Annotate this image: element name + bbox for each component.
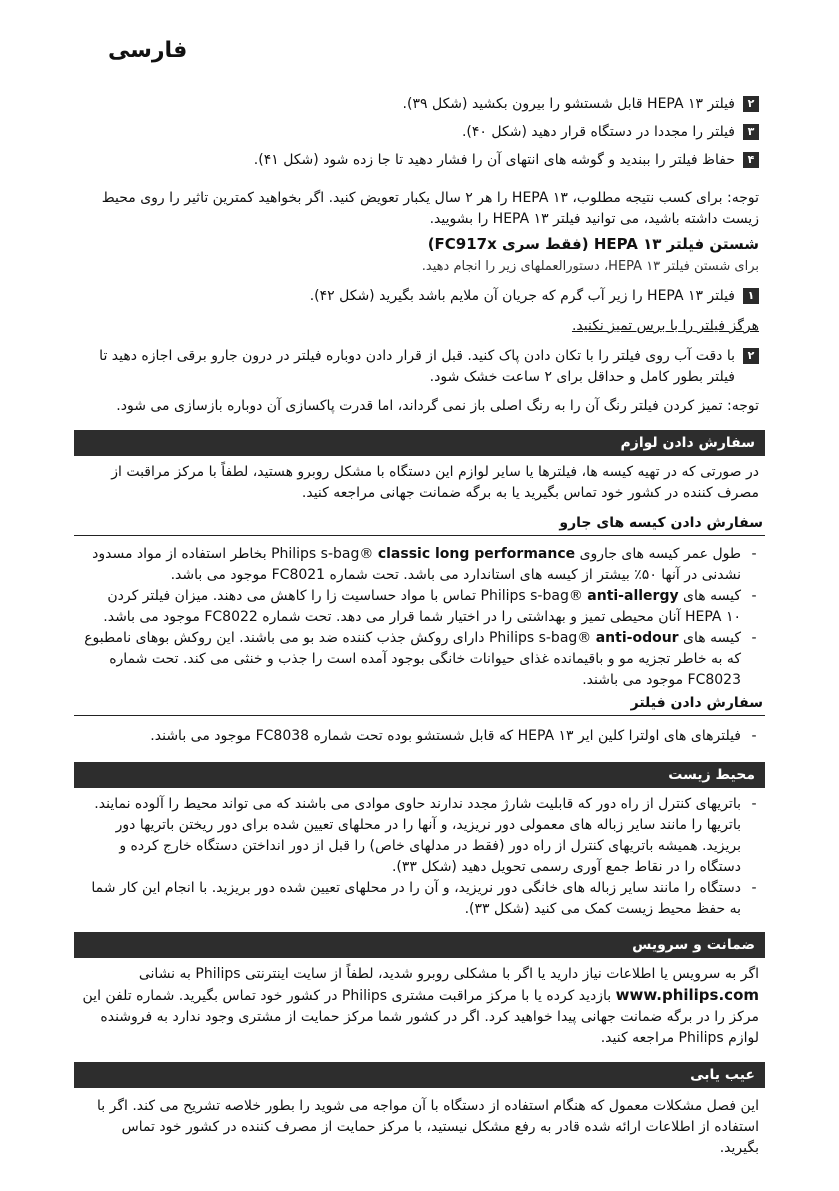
environment-list [80, 794, 759, 920]
filters-list [80, 726, 759, 747]
step-text: فیلتر HEPA ۱۳ قابل شستشو را بیرون بکشید (شکل ۳۹). [402, 96, 735, 112]
guarantee-text-pre: اگر به سرویس یا اطلاعات نیاز دارید یا اگر با مشکلی روبرو شدید، لطفاً از سایت اینترنتی Philips به نشانی [138, 966, 759, 982]
step-number: ۲ [743, 348, 759, 364]
subhead-filters: سفارش دادن فیلتر [74, 692, 765, 716]
list-item [80, 628, 759, 691]
bullet-dash: - [751, 630, 757, 646]
item-text: دستگاه را مانند سایر زباله های خانگی دور نریزید، و آن را در محلهای تعیین شده دور بریزید. با انجام این کار شما به حفظ محیط زیست کمک می کنید (شکل ۳۳). [91, 880, 741, 917]
note-cleaning-color: توجه: تمیز کردن فیلتر رنگ آن را به رنگ اصلی باز نمی گرداند، اما قدرت پاکسازی آن دوباره بازسازی می شود. [116, 398, 759, 414]
list-item [80, 726, 759, 747]
steps-a [80, 94, 759, 171]
guarantee-body [80, 964, 759, 1049]
item-text-post: بخاطر استفاده از مواد مسدود نشدنی در آنها ۵۰٪ بیشتر از کیسه های استاندارد می باشد. تحت شماره FC8021 موجود می باشد. [92, 546, 741, 583]
step-number: ۳ [743, 124, 759, 140]
note-replace-hepa: توجه: برای کسب نتیجه مطلوب، HEPA ۱۳ را هر ۲ سال یکبار تعویض کنید. اگر بخواهید کمترین تاثیر را روی محیط زیست داشته باشید، می توانید فیلتر HEPA ۱۳ را بشویید. [101, 190, 759, 227]
bullet-dash: - [751, 546, 757, 562]
step-3 [80, 122, 759, 143]
step-4 [80, 150, 759, 171]
step-number: ۴ [743, 152, 759, 168]
item-text-pre: کیسه های Philips s-bag® [480, 588, 741, 604]
item-text-pre: کیسه های Philips s-bag® [488, 630, 741, 646]
section-bar-troubleshooting: عیب یابی [74, 1062, 765, 1088]
product-name: classic long performance [377, 546, 576, 562]
item-text-pre: طول عمر کیسه های جاروی Philips s-bag® [271, 546, 741, 562]
wash-heading: شستن فیلتر HEPA ۱۳ (فقط سری FC917x) [427, 235, 759, 253]
product-name: anti-odour [595, 630, 679, 646]
list-item [80, 878, 759, 920]
list-item [80, 586, 759, 628]
bags-list [80, 544, 759, 691]
step-b2 [80, 346, 759, 388]
step-number: ۲ [743, 96, 759, 112]
step-text: فیلتر را مجددا در دستگاه قرار دهید (شکل ۴۰). [461, 124, 735, 140]
item-text-post: تماس با مواد حساسیت زا را کاهش می دهند. میزان فیلتر کردن HEPA ۱۰ آنان محیطی تمیز و بهداشتی را در اختیار شما قرار می دهد. تحت شماره FC8022 موجود می باشد. [103, 588, 741, 625]
step-text: حفاظ فیلتر را ببندید و گوشه های انتهای آن را فشار دهید تا جا زده شود (شکل ۴۱). [253, 152, 735, 168]
item-text-post: دارای روکش جذب کننده ضد بو می باشند. این روکش بوهای نامطبوع که به خاطر تجزیه مو و باقیمانده غذای حیوانات خانگی بوجود آمده است را جذب و خنثی می کند. تحت شماره FC8023 موجود می باشند. [84, 630, 741, 688]
subhead-bags: سفارش دادن کیسه های جارو [74, 512, 765, 536]
item-text: فیلترهای های اولترا کلین ایر HEPA ۱۳ که قابل شستشو بوده تحت شماره FC8038 موجود می باشند. [150, 728, 741, 744]
language-title: فارسی [108, 38, 188, 63]
philips-url: www.philips.com [615, 986, 759, 1004]
step-text: با دقت آب روی فیلتر را با تکان دادن پاک کنید. قبل از قرار دادن دوباره فیلتر در درون جارو برقی اجازه دهید تا فیلتر بطور کامل و حداقل برای ۲ ساعت خشک شود. [99, 348, 735, 385]
step-text: فیلتر HEPA ۱۳ را زیر آب گرم که جریان آن ملایم باشد بگیرید (شکل ۴۲). [309, 288, 735, 304]
section-bar-environment: محیط زیست [74, 762, 765, 788]
bullet-dash: - [751, 728, 757, 744]
section-bar-accessories: سفارش دادن لوازم [74, 430, 765, 456]
step-b2-block [80, 346, 759, 388]
step-b1 [80, 286, 759, 307]
step-number: ۱ [743, 288, 759, 304]
bullet-dash: - [751, 796, 757, 812]
step-b1-block [80, 286, 759, 307]
guarantee-text-post: بازدید کرده یا با مرکز مراقبت مشتری Philips در کشور خود تماس بگیرید. شماره تلفن این مرکز را در برگه ضمانت جهانی پیدا خواهید کرد. اگر در کشور شما مرکز حمایت از مشتری وجود ندارد به فروشنده لوازم Philips مراجعه کنید. [82, 988, 759, 1046]
bullet-dash: - [751, 880, 757, 896]
list-item [80, 794, 759, 878]
troubleshooting-body: این فصل مشکلات معمول که هنگام استفاده از دستگاه با آن مواجه می شوید را بطور خلاصه تشریح می کند. اگر با استفاده از اطلاعات ارائه شده قادر به رفع مشکل نیستید، با مرکز حمایت از مصرف کننده در کشور خود تماس بگیرید. [97, 1098, 759, 1156]
wash-subtitle: برای شستن فیلتر HEPA ۱۳، دستورالعملهای زیر را انجام دهید. [421, 259, 759, 274]
accessories-body: در صورتی که در تهیه کیسه ها، فیلترها یا سایر لوازم این دستگاه با مشکل روبرو هستید، لطفاً با مرکز مراقبت از مصرف کننده در کشور خود تماس بگیرید یا به برگه ضمانت جهانی مراجعه کنید. [111, 464, 759, 501]
step-2 [80, 94, 759, 115]
item-text: باتریهای کنترل از راه دور که قابلیت شارژ مجدد ندارند حاوی موادی می باشند که می تواند محیط را آلوده نمایند. باتریها را مانند سایر زباله های معمولی دور نریزید، و آنها را در محلهای تعیین شده برای دور ریختن باتریها دور بریزید. همیشه باتریهای کنترل از راه دور (فقط در مدلهای خاص) را قبل از دور انداختن دستگاه خارج کرده و دستگاه را در نقاط جمع آوری رسمی تحویل دهید (شکل ۳۳). [94, 796, 741, 875]
warning-no-brush: هرگز فیلتر را با برس تمیز نکنید. [571, 318, 759, 334]
section-bar-guarantee: ضمانت و سرویس [74, 932, 765, 958]
bullet-dash: - [751, 588, 757, 604]
product-name: anti-allergy [587, 588, 679, 604]
list-item [80, 544, 759, 586]
